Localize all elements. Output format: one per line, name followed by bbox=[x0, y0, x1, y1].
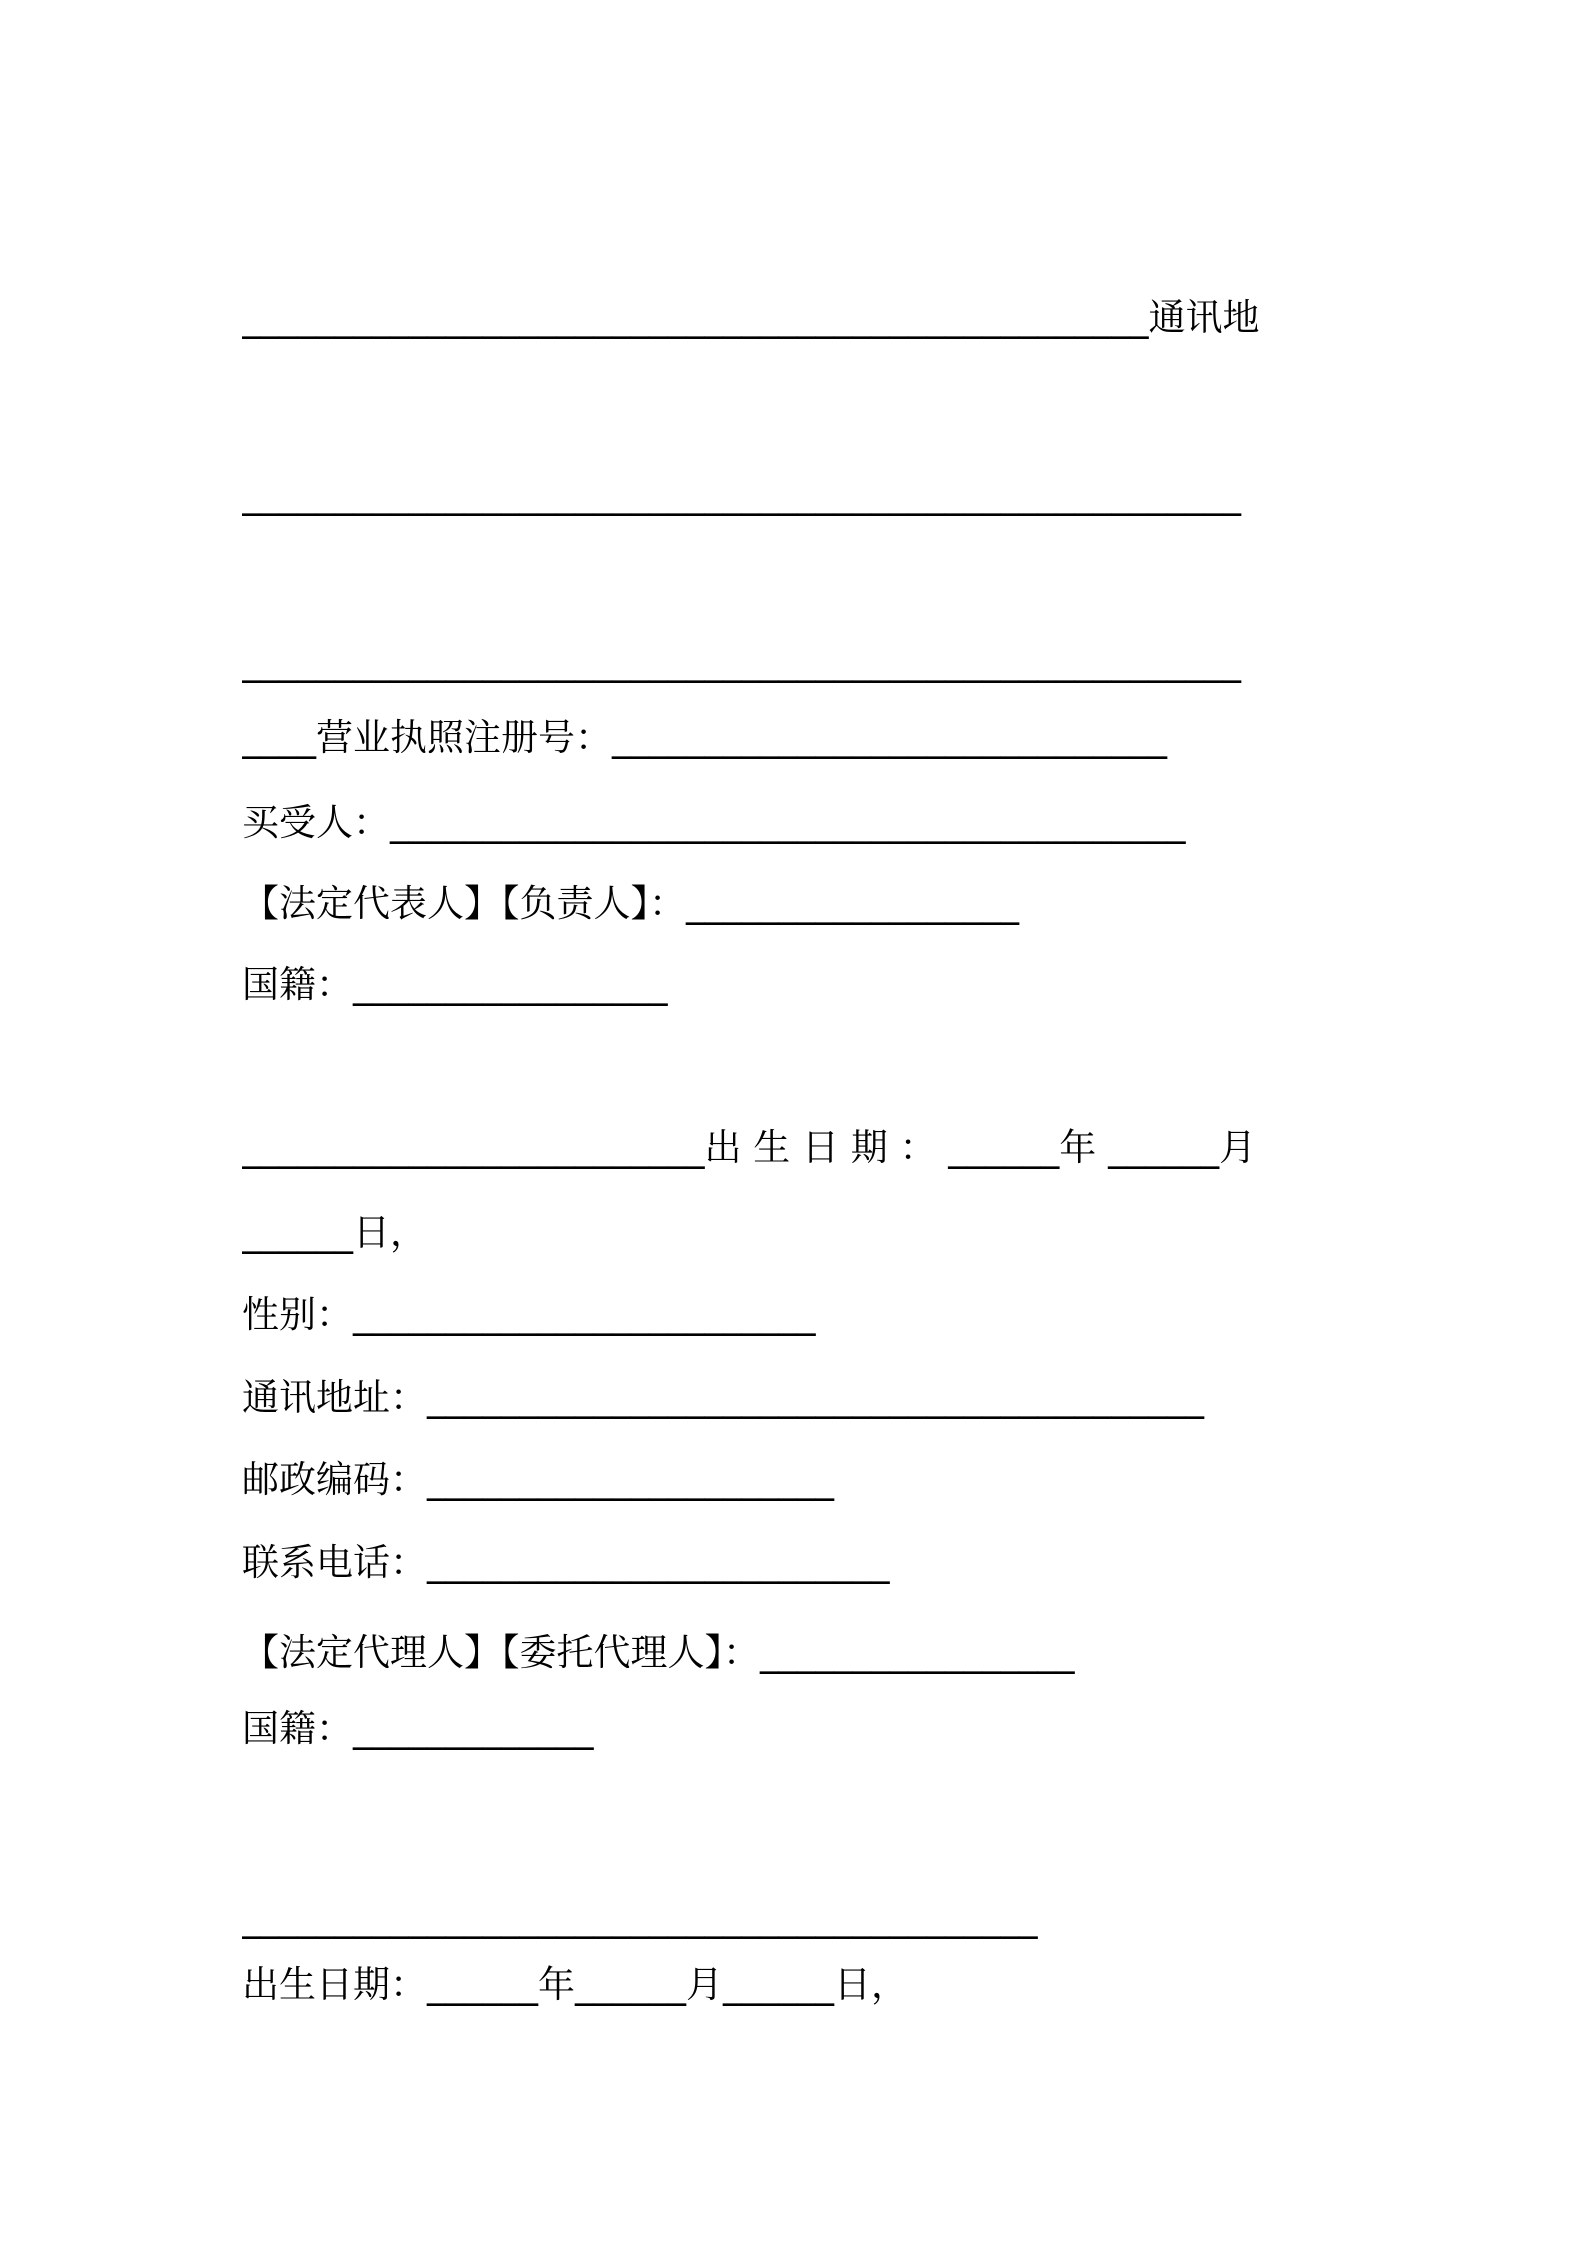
line-agency bbox=[242, 198, 1352, 258]
line-legal-rep: 【法定代表人】【负责人】：__________________ bbox=[242, 882, 1019, 925]
line-agency-blank: _________________________________________________通讯地 bbox=[242, 296, 1260, 339]
line-id-blank-2: ___________________________________________ bbox=[242, 1896, 1038, 1939]
line-postcode-blank: ______________________________________________________ bbox=[242, 640, 1241, 683]
line-birthdate-1: _________________________出 生 日 期 ： ______年 ______月 bbox=[242, 1126, 1257, 1169]
line-buyer: 买受人：___________________________________________ bbox=[242, 801, 1186, 844]
line-id-type-2 bbox=[242, 1789, 1352, 1849]
line-agent: 【法定代理人】【委托代理人】：_________________ bbox=[242, 1631, 1075, 1674]
line-id-type-1 bbox=[242, 1036, 1352, 1096]
line-address-label bbox=[242, 366, 1352, 426]
line-postcode-2: 邮政编码：______________________ bbox=[242, 1458, 834, 1501]
line-birthdate-2: 出生日期：______年______月______日， bbox=[242, 1963, 908, 2006]
line-phone: 联系电话：_________________________ bbox=[242, 1541, 890, 1584]
line-address-blank: ______________________________________________________ bbox=[242, 473, 1241, 516]
line-address-2: 通讯地址：__________________________________________ bbox=[242, 1376, 1204, 1419]
line-postcode-label bbox=[242, 533, 1352, 593]
line-birthdate-1-cont: ______日， bbox=[242, 1211, 427, 1254]
line-nationality-2: 国籍：_____________ bbox=[242, 1707, 594, 1750]
line-gender: 性别：_________________________ bbox=[242, 1293, 816, 1336]
line-license: ____营业执照注册号：______________________________ bbox=[242, 716, 1167, 759]
line-nationality-1: 国籍：_________________ bbox=[242, 963, 668, 1006]
